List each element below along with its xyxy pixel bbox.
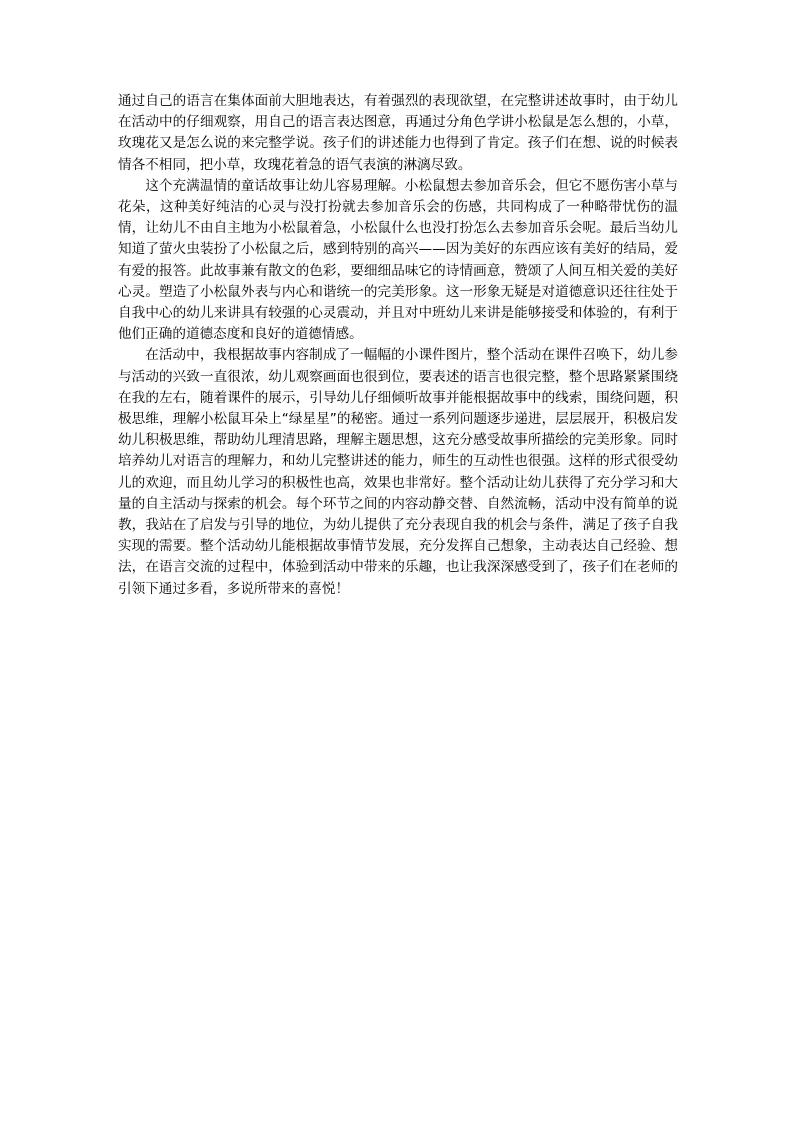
paragraph-2: 这个充满温情的童话故事让幼儿容易理解。小松鼠想去参加音乐会，但它不愿伤害小草与花朵，这种美好纯洁的心灵与没打扮就去参加音乐会的伤感，共同构成了一种略带忧伤的温情，让幼儿不由自主地为小松鼠着急，小松鼠什么也没打扮怎么去参加音乐会呢。最后当幼儿知道了萤火虫装扮了小松鼠之后，感到特别的高兴——因为美好的东西应该有美好的结局，爱有爱的报答。此故事兼有散文的色彩，要细细品味它的诗情画意，赞颂了人间互相关爱的美好心灵。塑造了小松鼠外表与内心和谐统一的完美形象。这一形象无疑是对道德意识还往往处于自我中心的幼儿来讲具有较强的心灵震动，并且对中班幼儿来讲是能够接受和体验的，有利于他们正确的道德态度和良好的道德情感。 (118, 177, 678, 343)
paragraph-1: 通过自己的语言在集体面前大胆地表达，有着强烈的表现欲望，在完整讲述故事时，由于幼儿在活动中的仔细观察，用自己的语言表达图意，再通过分角色学讲小松鼠是怎么想的，小草，玫瑰花又是怎么说的来完整学说。孩子们的讲述能力也得到了肯定。孩子们在想、说的时候表情各不相同，把小草，玫瑰花着急的语气表演的淋漓尽致。 (118, 93, 678, 173)
document-page (118, 91, 678, 600)
paragraph-3: 在活动中，我根据故事内容制成了一幅幅的小课件图片，整个活动在课件召唤下，幼儿参与活动的兴致一直很浓，幼儿观察画面也很到位，要表述的语言也很完整，整个思路紧紧围绕在我的左右，随着课件的展示，引导幼儿仔细倾听故事并能根据故事中的线索，围绕问题，积极思维，理解小松鼠耳朵上“绿星星”的秘密。通过一系列问题逐步递进，层层展开，积极启发幼儿积极思维，帮助幼儿理清思路，理解主题思想，这充分感受故事所描绘的完美形象。同时培养幼儿对语言的理解力，和幼儿完整讲述的能力，师生的互动性也很强。这样的形式很受幼儿的欢迎，而且幼儿学习的积极性也高，效果也非常好。整个活动让幼儿获得了充分学习和大量的自主活动与探索的机会。每个环节之间的内容动静交替、自然流畅，活动中没有简单的说教，我站在了启发与引导的地位，为幼儿提供了充分表现自我的机会与条件，满足了孩子自我实现的需要。整个活动幼儿能根据故事情节发展，充分发挥自己想象，主动表达自己经验、想法，在语言交流的过程中，体验到活动中带来的乐趣，也让我深深感受到了，孩子们在老师的引领下通过多看，多说所带来的喜悦！ (118, 347, 678, 597)
